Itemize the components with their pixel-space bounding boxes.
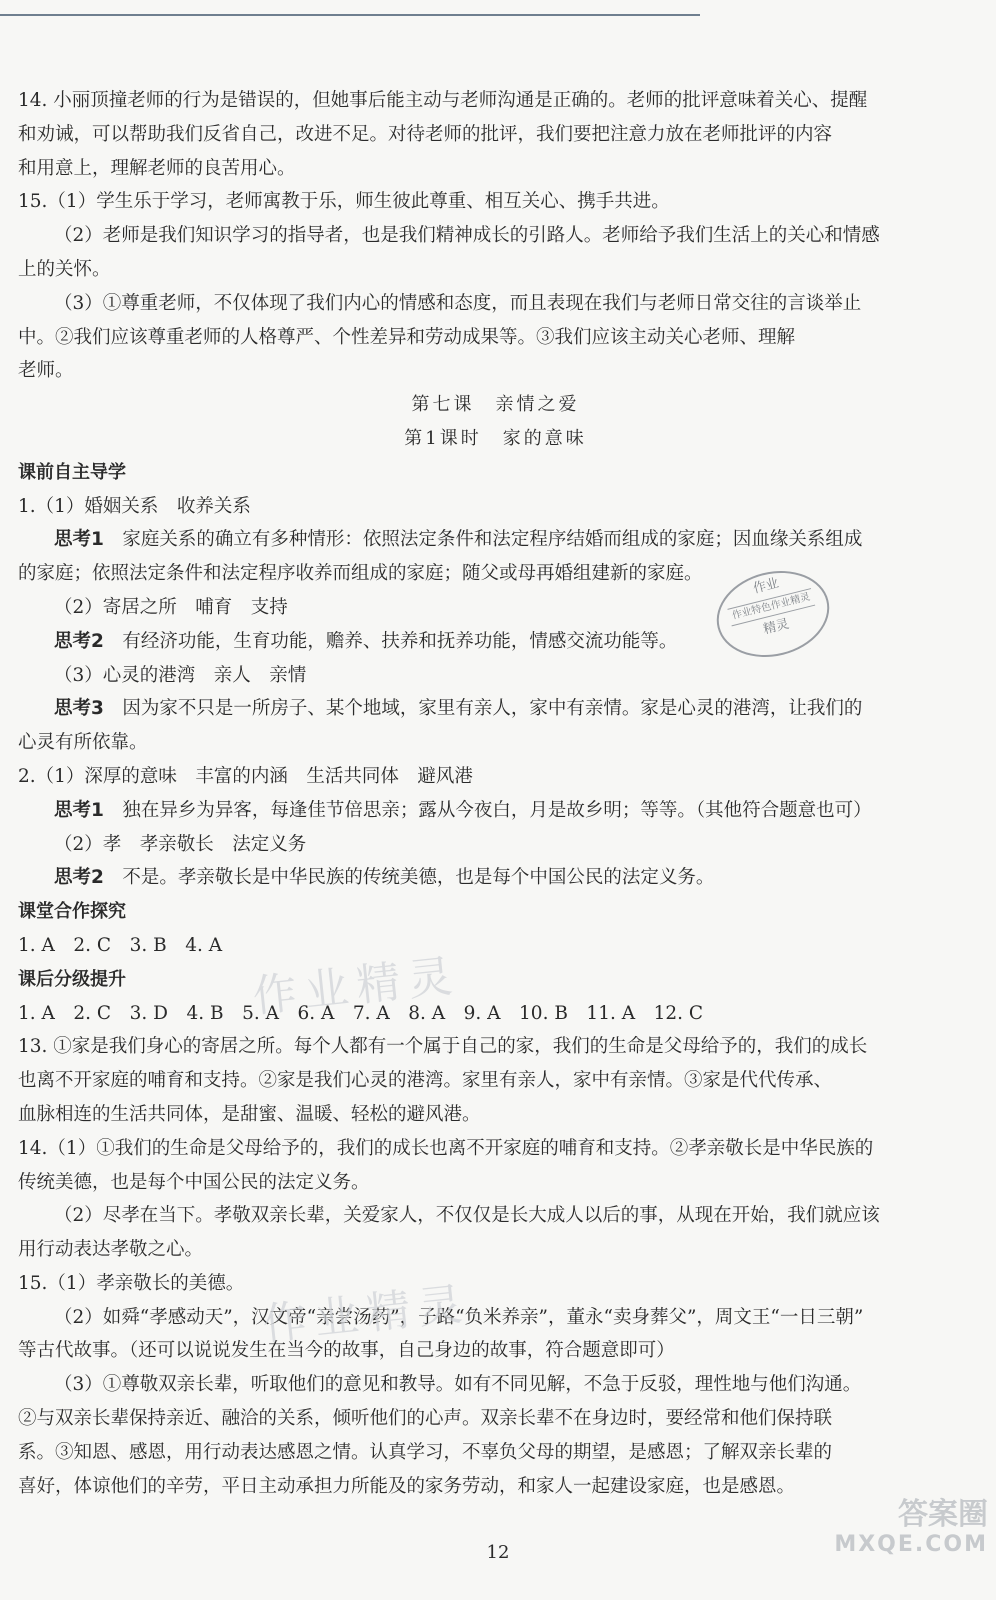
text-line (18, 523, 973, 557)
think-label: 思考2 (54, 630, 104, 652)
text-line (18, 1402, 973, 1436)
text-line (18, 828, 973, 862)
think-label: 思考3 (54, 698, 104, 720)
line-text: 14.（1）①我们的生命是父母给予的，我们的成长也离不开家庭的哺育和支持。②孝亲敬长是中华民族的 (18, 1137, 874, 1159)
text-line (18, 997, 973, 1031)
text-line (18, 321, 973, 355)
text-line (18, 557, 973, 591)
stamp-bottom-text: 精灵 (761, 616, 791, 638)
line-text: ②与双亲长辈保持亲近、融洽的关系，倾听他们的心声。双亲长辈不在身边时，要经常和他们保持联 (18, 1408, 833, 1430)
line-text: 中。②我们应该尊重老师的人格尊严、个性差异和劳动成果等。③我们应该主动关心老师、理解 (18, 326, 796, 348)
text-line (18, 253, 973, 287)
line-text: （2）老师是我们知识学习的指导者，也是我们精神成长的引路人。老师给予我们生活上的关心和情感 (54, 225, 880, 247)
text-line (18, 118, 973, 152)
line-text: 课后分级提升 (18, 968, 126, 990)
text-line (18, 726, 973, 760)
text-line (18, 1166, 973, 1200)
text-line (18, 659, 973, 693)
line-text: 独在异乡为异客，每逢佳节倍思亲；露从今夜白，月是故乡明；等等。（其他符合题意也可） (103, 799, 872, 821)
line-text: 1. A 2. C 3. B 4. A (18, 934, 223, 956)
text-line (18, 1199, 973, 1233)
text-line (18, 1470, 973, 1504)
line-text: 13. ①家是我们身心的寄居之所。每个人都有一个属于自己的家，我们的生命是父母给予的，我们的成长 (18, 1036, 868, 1058)
stamp-middle-text: 作业特色作业精灵 (727, 588, 815, 626)
text-line (18, 1064, 973, 1098)
line-text: （2）尽孝在当下。孝敬双亲长辈，关爱家人，不仅仅是长大成人以后的事，从现在开始，我们就应该 (54, 1205, 880, 1227)
text-line (18, 1267, 973, 1301)
line-text: （2）如舜“孝感动天”，汉文帝“亲尝汤药”，子路“负米养亲”，董永“卖身葬父”，周文王“一日三朝” (54, 1306, 864, 1328)
section-heading (18, 895, 973, 929)
watermark: 作业精灵 (250, 950, 463, 1023)
think-label: 思考1 (54, 799, 104, 821)
line-text: 也离不开家庭的哺育和支持。②家是我们心灵的港湾。家里有亲人，家中有亲情。③家是代代传承、 (18, 1070, 833, 1092)
line-text: 血脉相连的生活共同体，是甜蜜、温暖、轻松的避风港。 (18, 1103, 481, 1125)
text-line (18, 1436, 973, 1470)
text-line (18, 185, 973, 219)
section-heading (18, 456, 973, 490)
text-line (18, 1301, 973, 1335)
line-text: 上的关怀。 (18, 258, 111, 280)
lesson-title (18, 422, 973, 456)
line-text: （3）心灵的港湾 亲人 亲情 (54, 664, 307, 686)
text-line (18, 625, 973, 659)
line-text: 第1课时 家的意味 (404, 427, 587, 449)
text-line (18, 1098, 973, 1132)
line-text: 心灵有所依靠。 (18, 732, 148, 754)
line-text: 1. A 2. C 3. D 4. B 5. A 6. A 7. A 8. A 9. A 10. B 11. A 12. C (18, 1002, 704, 1024)
line-text: 不是。孝亲敬长是中华民族的传统美德，也是每个中国公民的法定义务。 (103, 867, 715, 889)
line-text: （3）①尊重老师，不仅体现了我们内心的情感和态度，而且表现在我们与老师日常交往的言谈举止 (54, 292, 862, 314)
stamp-top-text: 作业 (751, 575, 781, 597)
text-line (18, 1368, 973, 1402)
line-text: 喜好，体谅他们的辛劳，平日主动承担力所能及的家务劳动，和家人一起建设家庭，也是感恩。 (18, 1475, 796, 1497)
document-body (18, 84, 973, 1503)
line-text: 用行动表达孝敬之心。 (18, 1239, 204, 1261)
line-text: 14. 小丽顶撞老师的行为是错误的，但她事后能主动与老师沟通是正确的。老师的批评意味着关心、提醒 (18, 90, 868, 111)
line-text: （2）孝 孝亲敬长 法定义务 (54, 833, 307, 855)
text-line (18, 794, 973, 828)
line-text: 15.（1）孝亲敬长的美德。 (18, 1272, 245, 1294)
page-number: 12 (486, 1542, 510, 1563)
line-text: 1.（1）婚姻关系 收养关系 (18, 495, 251, 517)
text-line (18, 287, 973, 321)
site-logo (834, 1497, 988, 1560)
text-line (18, 760, 973, 794)
section-heading (18, 963, 973, 997)
line-text: 课前自主导学 (18, 461, 126, 483)
text-line (18, 1030, 973, 1064)
line-text: 的家庭；依照法定条件和法定程序收养而组成的家庭；随父或母再婚组建新的家庭。 (18, 563, 703, 585)
lesson-title (18, 388, 973, 422)
line-text: 和用意上，理解老师的良苦用心。 (18, 157, 296, 179)
text-line (18, 354, 973, 388)
text-line (18, 692, 973, 726)
line-text: 系。③知恩、感恩，用行动表达感恩之情。认真学习，不辜负父母的期望，是感恩；了解双亲长辈的 (18, 1441, 833, 1463)
line-text: 和劝诫，可以帮助我们反省自己，改进不足。对待老师的批评，我们要把注意力放在老师批评的内容 (18, 123, 833, 145)
watermark: 作业精灵 (260, 1278, 473, 1351)
header-rule (0, 14, 700, 16)
line-text: 家庭关系的确立有多种情形：依照法定条件和法定程序结婚而组成的家庭；因血缘关系组成 (103, 529, 863, 551)
logo-line2: MXQE.COM (834, 1532, 988, 1557)
text-line (18, 1233, 973, 1267)
line-text: 传统美德，也是每个中国公民的法定义务。 (18, 1171, 370, 1193)
text-line (18, 861, 973, 895)
logo-line1: 答案圈 (898, 1497, 988, 1532)
line-text: 课堂合作探究 (18, 901, 126, 923)
line-text: 有经济功能，生育功能，赡养、扶养和抚养功能，情感交流功能等。 (103, 630, 678, 652)
text-line (18, 152, 973, 186)
line-text: 等古代故事。（还可以说说发生在当今的故事，自己身边的故事，符合题意即可） (18, 1340, 675, 1362)
line-text: （2）寄居之所 哺育 支持 (54, 596, 288, 618)
line-text: 15.（1）学生乐于学习，老师寓教于乐，师生彼此尊重、相互关心、携手共进。 (18, 191, 670, 213)
line-text: 因为家不只是一所房子、某个地域，家里有亲人，家中有亲情。家是心灵的港湾，让我们的 (103, 698, 863, 720)
text-line (18, 219, 973, 253)
line-text: 老师。 (18, 360, 74, 382)
text-line (18, 490, 973, 524)
text-line (18, 1132, 973, 1166)
line-text: （3）①尊敬双亲长辈，听取他们的意见和教导。如有不同见解，不急于反驳，理性地与他们沟通。 (54, 1374, 862, 1396)
line-text: 第七课 亲情之爱 (411, 394, 580, 416)
text-line (18, 1334, 973, 1368)
think-label: 思考1 (54, 529, 104, 551)
text-line (18, 929, 973, 963)
text-line (18, 84, 973, 118)
line-text: 2.（1）深厚的意味 丰富的内涵 生活共同体 避风港 (18, 765, 473, 787)
think-label: 思考2 (54, 867, 104, 889)
